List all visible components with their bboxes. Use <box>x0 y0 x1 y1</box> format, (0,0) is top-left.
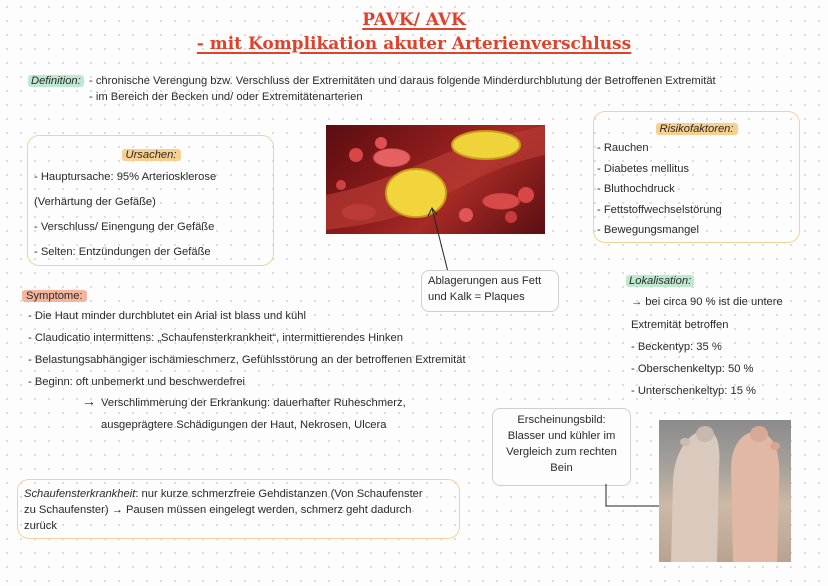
symptome-sub-line-2: ausgeprägtere Schädigungen der Haut, Nekrosen, Ulcera <box>101 419 387 431</box>
schaufenster-line-3: zurück <box>24 520 57 532</box>
ursachen-item-4: - Selten: Entzündungen der Gefäße <box>34 246 211 258</box>
caption-pointer-arrow <box>420 200 480 280</box>
risikofaktoren-item-1: - Rauchen <box>597 142 649 154</box>
lokalisation-item-3: - Unterschenkeltyp: 15 % <box>631 385 756 397</box>
lokalisation-arrow-line-1: → bei circa 90 % ist die untere <box>631 296 783 308</box>
symptome-item-2: - Claudicatio intermittens: „Schaufensterkrankheit“, intermittierendes Hinken <box>28 332 403 344</box>
risikofaktoren-item-2: - Diabetes mellitus <box>597 163 690 175</box>
risikofaktoren-item-3: - Bluthochdruck <box>597 183 675 195</box>
plaque-caption-line-1: Ablagerungen aus Fett <box>428 275 542 287</box>
feet-illustration <box>659 420 791 562</box>
ursachen-heading: Ursachen: <box>0 148 302 162</box>
lokalisation-item-2: - Oberschenkeltyp: 50 % <box>631 363 754 375</box>
erscheinungsbild-line-3: Vergleich zum rechten <box>506 446 617 458</box>
erscheinungsbild-line-4: Bein <box>550 462 573 474</box>
erscheinungsbild-line-1: Erscheinungsbild: <box>517 414 606 426</box>
ursachen-item-1: - Hauptursache: 95% Arteriosklerose <box>34 171 217 183</box>
ursachen-item-2: (Verhärtung der Gefäße) <box>34 196 156 208</box>
symptome-sub-arrow: → <box>82 393 96 409</box>
erscheinungsbild-line-2: Blasser und kühler im <box>507 430 616 442</box>
symptome-item-4: - Beginn: oft unbemerkt und beschwerdefrei <box>28 376 246 388</box>
lokalisation-heading: Lokalisation: <box>626 274 694 288</box>
schaufenster-line-1 <box>24 487 423 501</box>
risikofaktoren-heading: Risikofaktoren: <box>593 122 800 136</box>
schaufenster-line-2: zu Schaufenster) → Pausen müssen eingelegt werden, schmerz geht dadurch <box>24 504 412 516</box>
definition-line-2: - im Bereich der Becken und/ oder Extremitätenarterien <box>89 91 363 103</box>
page-title: PAVK/ AVK <box>362 10 466 30</box>
risikofaktoren-item-5: - Bewegungsmangel <box>597 224 699 236</box>
feet-photo <box>659 420 791 562</box>
lokalisation-arrow-line-2: Extremität betroffen <box>631 319 729 331</box>
page-subtitle: - mit Komplikation akuter Arterienverschluss <box>196 34 632 54</box>
lokalisation-item-1: - Beckentyp: 35 % <box>631 341 722 353</box>
schaufenster-line-1-rest: : nur kurze schmerzfreie Gehdistanzen (Von Schaufenster <box>135 488 423 500</box>
ursachen-item-3: - Verschluss/ Einengung der Gefäße <box>34 221 215 233</box>
symptome-item-1: - Die Haut minder durchblutet ein Arial ist blass und kühl <box>28 310 306 322</box>
symptome-heading: Symptome: <box>22 289 87 303</box>
symptome-item-3: - Belastungsabhängiger ischämieschmerz, Gefühlsstörung an der betroffenen Extremität <box>28 354 466 366</box>
symptome-sub-line-1: Verschlimmerung der Erkrankung: dauerhafter Ruheschmerz, <box>101 397 406 409</box>
plaque-caption-line-2: und Kalk = Plaques <box>428 291 525 303</box>
schaufenster-term: Schaufensterkrankheit <box>24 488 136 500</box>
definition-line-1: - chronische Verengung bzw. Verschluss der Extremitäten und daraus folgende Minderdurchblutung der Betroffenen Extremität <box>89 75 716 87</box>
risikofaktoren-item-4: - Fettstoffwechselstörung <box>597 204 722 216</box>
definition-label: Definition: <box>28 74 84 88</box>
